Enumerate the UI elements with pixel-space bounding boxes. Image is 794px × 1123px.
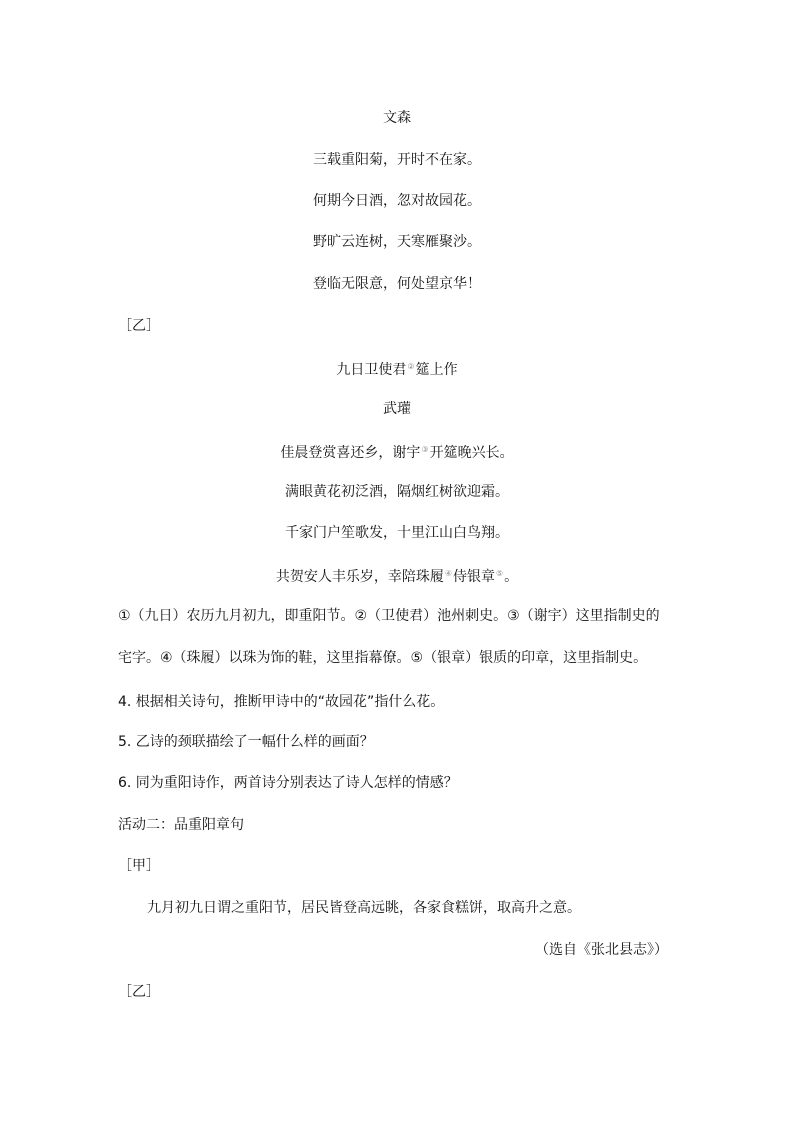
footnotes-line-1: ①（九日）农历九月初九，即重阳节。②（卫使君）池州刺史。③（谢宇）这里指制史的 (118, 608, 660, 624)
poem-yi-author: 武瓘 (383, 401, 411, 417)
footnote-marker: ③ (421, 445, 429, 454)
poem-jia-line-2: 何期今日酒，忽对故园花。 (313, 193, 481, 209)
poem-jia-line-1: 三载重阳菊，开时不在家。 (313, 152, 481, 168)
label-yi: ［乙］ (118, 318, 160, 334)
poem-yi-line-4-text-b: 侍银章 (453, 569, 495, 585)
poem-jia-line-4: 登临无限意，何处望京华！ (313, 276, 481, 292)
poem-yi-title-text-a: 九日卫使君 (336, 362, 407, 378)
footnote-marker: ⑤ (496, 569, 504, 578)
poem-yi-line-1-text-a: 佳晨登赏喜还乡，谢宇 (280, 445, 421, 461)
poem-yi-title-text-b: 筵上作 (415, 362, 458, 378)
footnote-marker: ④ (444, 569, 452, 578)
poem-yi-line-1 (0, 440, 794, 463)
footnote-marker: ② (407, 362, 415, 371)
poem-yi-line-4-text-a: 共贺安人丰乐岁，幸陪珠履 (275, 569, 444, 585)
poem-yi-line-2: 满眼黄花初泛酒，隔烟红树欲迎霜。 (285, 484, 509, 500)
footnotes-line-2: 宅字。④（珠履）以珠为饰的鞋，这里指幕僚。⑤（银章）银质的印章，这里指制史。 (118, 650, 648, 666)
activity-two-heading: 活动二：品重阳章句 (118, 817, 244, 833)
poem-yi-title (0, 357, 794, 380)
poem-jia-author: 文森 (383, 110, 411, 126)
poem-yi-line-4-text-c: 。 (504, 569, 519, 585)
poem-yi-line-1-text-b: 开筵晚兴长。 (429, 445, 514, 461)
label-jia: ［甲］ (118, 858, 160, 874)
poem-yi-line-4 (0, 564, 794, 587)
question-4: 4. 根据相关诗句，推断甲诗中的“故园花”指什么花。 (118, 694, 445, 710)
activity-two-passage: 九月初九日谓之重阳节，居民皆登高远眺，各家食糕饼，取高升之意。 (147, 900, 581, 916)
label-yi-2: ［乙］ (118, 984, 160, 1000)
poem-jia-line-3: 野旷云连树，天寒雁聚沙。 (313, 234, 481, 250)
question-5: 5. 乙诗的颈联描绘了一幅什么样的画面？ (118, 734, 374, 750)
passage-source: （选自《张北县志》） (535, 942, 668, 958)
poem-yi-line-3: 千家门户笙歌发，十里江山白鸟翔。 (285, 525, 509, 541)
question-6: 6. 同为重阳诗作，两首诗分别表达了诗人怎样的情感？ (118, 775, 458, 791)
